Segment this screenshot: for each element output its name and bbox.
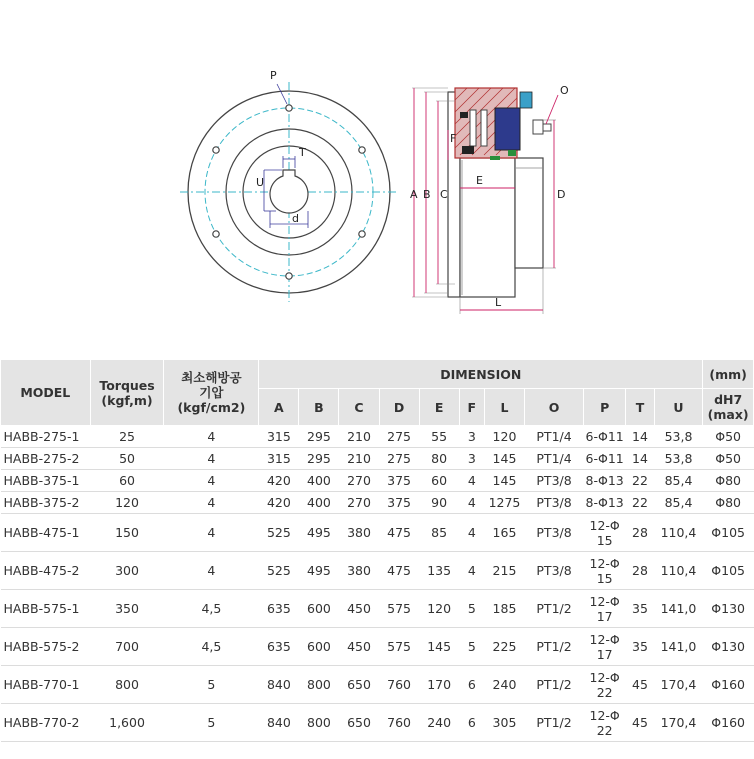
cell-p-part: 8-Φ13 — [585, 495, 624, 510]
cell-model: HABB-475-1 — [1, 514, 91, 552]
cell-model: HABB-375-2 — [1, 492, 91, 514]
cell-l: 225 — [484, 628, 524, 666]
cell-dh7: Φ130 — [703, 590, 754, 628]
cell-torque: 25 — [90, 426, 164, 448]
table-row — [1, 552, 754, 590]
cell-p-part: 17 — [596, 646, 613, 662]
cell-p — [584, 666, 626, 704]
header-torques-line2: (kgf,m) — [101, 392, 153, 408]
cell-model: HABB-575-2 — [1, 628, 91, 666]
cell-l: 215 — [484, 552, 524, 590]
header-pressure-line3: (kgf/cm2) — [177, 400, 246, 415]
header-torques-line1: Torques — [99, 377, 155, 393]
cell-p-part: 12-Φ — [589, 669, 620, 685]
cell-p-part: 12-Φ — [589, 631, 620, 647]
label-t: T — [299, 146, 306, 159]
label-o: O — [560, 84, 569, 97]
cell-e: 170 — [419, 666, 459, 704]
cell-p-part: 8-Φ13 — [585, 473, 624, 488]
cell-l: 145 — [484, 470, 524, 492]
cell-b: 400 — [299, 492, 339, 514]
cell-dh7: Φ130 — [703, 628, 754, 666]
cell-torque: 120 — [90, 492, 164, 514]
cell-o: PT1/2 — [525, 704, 584, 742]
cell-pressure: 5 — [164, 704, 259, 742]
table-row — [1, 426, 754, 448]
table-row — [1, 704, 754, 742]
cell-p-part: 17 — [596, 608, 613, 624]
cell-torque: 60 — [90, 470, 164, 492]
cell-d: 375 — [379, 470, 419, 492]
header-pressure-line2: 기압 — [199, 385, 224, 400]
label-f: F — [450, 132, 457, 145]
cell-u: 170,4 — [654, 704, 703, 742]
cell-b: 495 — [299, 552, 339, 590]
cell-p — [584, 590, 626, 628]
cell-a: 315 — [259, 448, 299, 470]
cell-u: 85,4 — [654, 470, 703, 492]
cell-pressure: 4 — [164, 492, 259, 514]
cell-a: 635 — [259, 590, 299, 628]
cell-u: 141,0 — [654, 590, 703, 628]
cell-e: 120 — [419, 590, 459, 628]
cell-o: PT3/8 — [525, 470, 584, 492]
cell-model: HABB-275-2 — [1, 448, 91, 470]
cell-e: 135 — [419, 552, 459, 590]
cell-torque: 700 — [90, 628, 164, 666]
cell-d: 475 — [379, 552, 419, 590]
cell-p — [584, 514, 626, 552]
cell-l: 185 — [484, 590, 524, 628]
cell-u: 85,4 — [654, 492, 703, 514]
header-col-u: U — [654, 389, 703, 426]
header-dh7-line1: dH7 — [714, 392, 743, 407]
cell-a: 635 — [259, 628, 299, 666]
cell-p — [584, 492, 626, 514]
cell-b: 800 — [299, 666, 339, 704]
cell-t: 14 — [626, 448, 654, 470]
label-e: E — [476, 174, 483, 187]
table-row — [1, 492, 754, 514]
cell-dh7: Φ160 — [703, 666, 754, 704]
table-row — [1, 666, 754, 704]
cell-f: 3 — [459, 426, 484, 448]
cell-c: 270 — [339, 492, 379, 514]
cell-p — [584, 628, 626, 666]
cell-d: 275 — [379, 426, 419, 448]
cell-a: 315 — [259, 426, 299, 448]
cell-t: 28 — [626, 552, 654, 590]
header-col-a: A — [259, 389, 299, 426]
cell-model: HABB-575-1 — [1, 590, 91, 628]
header-col-c: C — [339, 389, 379, 426]
label-a: A — [410, 188, 418, 201]
cell-t: 22 — [626, 492, 654, 514]
cell-c: 650 — [339, 704, 379, 742]
cell-b: 800 — [299, 704, 339, 742]
cell-d: 760 — [379, 704, 419, 742]
cell-c: 450 — [339, 628, 379, 666]
cell-torque: 1,600 — [90, 704, 164, 742]
cell-t: 22 — [626, 470, 654, 492]
cell-t: 14 — [626, 426, 654, 448]
cell-a: 525 — [259, 552, 299, 590]
header-col-t: T — [626, 389, 654, 426]
cell-c: 450 — [339, 590, 379, 628]
cell-u: 53,8 — [654, 448, 703, 470]
cell-l: 1275 — [484, 492, 524, 514]
table-row — [1, 628, 754, 666]
cell-e: 90 — [419, 492, 459, 514]
cell-t: 45 — [626, 704, 654, 742]
cell-torque: 300 — [90, 552, 164, 590]
cell-u: 110,4 — [654, 552, 703, 590]
cell-pressure: 4,5 — [164, 590, 259, 628]
cell-u: 170,4 — [654, 666, 703, 704]
cell-pressure: 4 — [164, 514, 259, 552]
cell-t: 35 — [626, 628, 654, 666]
cell-f: 5 — [459, 590, 484, 628]
cell-pressure: 4,5 — [164, 628, 259, 666]
cell-p-part: 6-Φ11 — [585, 451, 624, 466]
cell-dh7: Φ80 — [703, 470, 754, 492]
header-pressure-line1: 최소해방공 — [181, 370, 242, 385]
cell-e: 55 — [419, 426, 459, 448]
cell-p — [584, 448, 626, 470]
front-view — [180, 69, 398, 302]
cell-c: 270 — [339, 470, 379, 492]
label-u: U — [256, 176, 265, 189]
cell-o: PT3/8 — [525, 492, 584, 514]
cell-dh7: Φ50 — [703, 448, 754, 470]
cell-p-part: 22 — [596, 722, 613, 738]
header-model: MODEL — [1, 360, 91, 426]
cell-e: 145 — [419, 628, 459, 666]
cell-p-part: 6-Φ11 — [585, 429, 624, 444]
header-col-d: D — [379, 389, 419, 426]
cell-c: 210 — [339, 426, 379, 448]
cell-o: PT1/4 — [525, 426, 584, 448]
technical-drawing — [0, 0, 754, 355]
cell-p — [584, 470, 626, 492]
table-row — [1, 448, 754, 470]
cell-b: 600 — [299, 628, 339, 666]
cell-f: 3 — [459, 448, 484, 470]
cell-p-part: 12-Φ — [589, 555, 620, 571]
cell-l: 145 — [484, 448, 524, 470]
cell-dh7: Φ50 — [703, 426, 754, 448]
cell-p-part: 12-Φ — [589, 707, 620, 723]
table-row — [1, 514, 754, 552]
cell-f: 6 — [459, 666, 484, 704]
cell-l: 120 — [484, 426, 524, 448]
cell-a: 525 — [259, 514, 299, 552]
cell-d: 575 — [379, 590, 419, 628]
cell-a: 420 — [259, 492, 299, 514]
cell-torque: 350 — [90, 590, 164, 628]
label-dd: D — [557, 188, 566, 201]
cell-d: 760 — [379, 666, 419, 704]
cell-b: 495 — [299, 514, 339, 552]
side-view — [410, 84, 569, 314]
cell-u: 141,0 — [654, 628, 703, 666]
cell-dh7: Φ160 — [703, 704, 754, 742]
cell-a: 420 — [259, 470, 299, 492]
cell-b: 295 — [299, 448, 339, 470]
cell-c: 650 — [339, 666, 379, 704]
cell-d: 275 — [379, 448, 419, 470]
cell-c: 210 — [339, 448, 379, 470]
cell-p-part: 12-Φ — [589, 593, 620, 609]
table-row — [1, 590, 754, 628]
cell-pressure: 4 — [164, 426, 259, 448]
label-d: d — [292, 212, 299, 225]
header-col-f: F — [459, 389, 484, 426]
cell-pressure: 4 — [164, 552, 259, 590]
spec-table — [0, 359, 754, 742]
cell-a: 840 — [259, 666, 299, 704]
cell-l: 305 — [484, 704, 524, 742]
cell-torque: 50 — [90, 448, 164, 470]
header-dh7-line2: (max) — [707, 407, 749, 422]
label-b: B — [423, 188, 431, 201]
label-p: P — [270, 69, 277, 82]
header-dh7 — [703, 389, 754, 426]
cell-f: 6 — [459, 704, 484, 742]
cell-u: 53,8 — [654, 426, 703, 448]
cell-dh7: Φ105 — [703, 514, 754, 552]
cell-pressure: 4 — [164, 470, 259, 492]
cell-p-part: 15 — [596, 532, 613, 548]
header-col-o: O — [525, 389, 584, 426]
header-pressure — [164, 360, 259, 426]
cell-torque: 150 — [90, 514, 164, 552]
cell-l: 165 — [484, 514, 524, 552]
cell-pressure: 4 — [164, 448, 259, 470]
cell-model: HABB-275-1 — [1, 426, 91, 448]
cell-o: PT1/2 — [525, 628, 584, 666]
header-col-p: P — [584, 389, 626, 426]
header-col-e: E — [419, 389, 459, 426]
cell-f: 4 — [459, 470, 484, 492]
cell-f: 5 — [459, 628, 484, 666]
header-col-b: B — [299, 389, 339, 426]
cell-dh7: Φ80 — [703, 492, 754, 514]
cell-e: 80 — [419, 448, 459, 470]
cell-p-part: 15 — [596, 570, 613, 586]
cell-b: 400 — [299, 470, 339, 492]
cell-d: 475 — [379, 514, 419, 552]
header-torques — [90, 360, 164, 426]
cell-c: 380 — [339, 514, 379, 552]
cell-torque: 800 — [90, 666, 164, 704]
cell-dh7: Φ105 — [703, 552, 754, 590]
cell-e: 240 — [419, 704, 459, 742]
cell-model: HABB-475-2 — [1, 552, 91, 590]
cell-o: PT3/8 — [525, 552, 584, 590]
cell-l: 240 — [484, 666, 524, 704]
cell-p — [584, 704, 626, 742]
cell-model: HABB-375-1 — [1, 470, 91, 492]
cell-e: 60 — [419, 470, 459, 492]
cell-f: 4 — [459, 492, 484, 514]
cell-c: 380 — [339, 552, 379, 590]
label-c: C — [440, 188, 448, 201]
cell-model: HABB-770-1 — [1, 666, 91, 704]
cell-pressure: 5 — [164, 666, 259, 704]
cell-o: PT1/2 — [525, 590, 584, 628]
cell-d: 575 — [379, 628, 419, 666]
cell-e: 85 — [419, 514, 459, 552]
cell-o: PT1/2 — [525, 666, 584, 704]
cell-f: 4 — [459, 552, 484, 590]
cell-p — [584, 426, 626, 448]
cell-d: 375 — [379, 492, 419, 514]
cell-b: 295 — [299, 426, 339, 448]
cell-p — [584, 552, 626, 590]
header-col-l: L — [484, 389, 524, 426]
cell-p-part: 12-Φ — [589, 517, 620, 533]
cell-o: PT3/8 — [525, 514, 584, 552]
cell-o: PT1/4 — [525, 448, 584, 470]
table-row — [1, 470, 754, 492]
cell-t: 28 — [626, 514, 654, 552]
cell-a: 840 — [259, 704, 299, 742]
label-l: L — [495, 296, 502, 309]
cell-t: 45 — [626, 666, 654, 704]
cell-t: 35 — [626, 590, 654, 628]
cell-model: HABB-770-2 — [1, 704, 91, 742]
cell-b: 600 — [299, 590, 339, 628]
cell-p-part: 22 — [596, 684, 613, 700]
cell-u: 110,4 — [654, 514, 703, 552]
cell-f: 4 — [459, 514, 484, 552]
spec-table-body — [1, 426, 754, 742]
header-dimension: DIMENSION — [259, 360, 703, 389]
header-unit: (mm) — [703, 360, 754, 389]
